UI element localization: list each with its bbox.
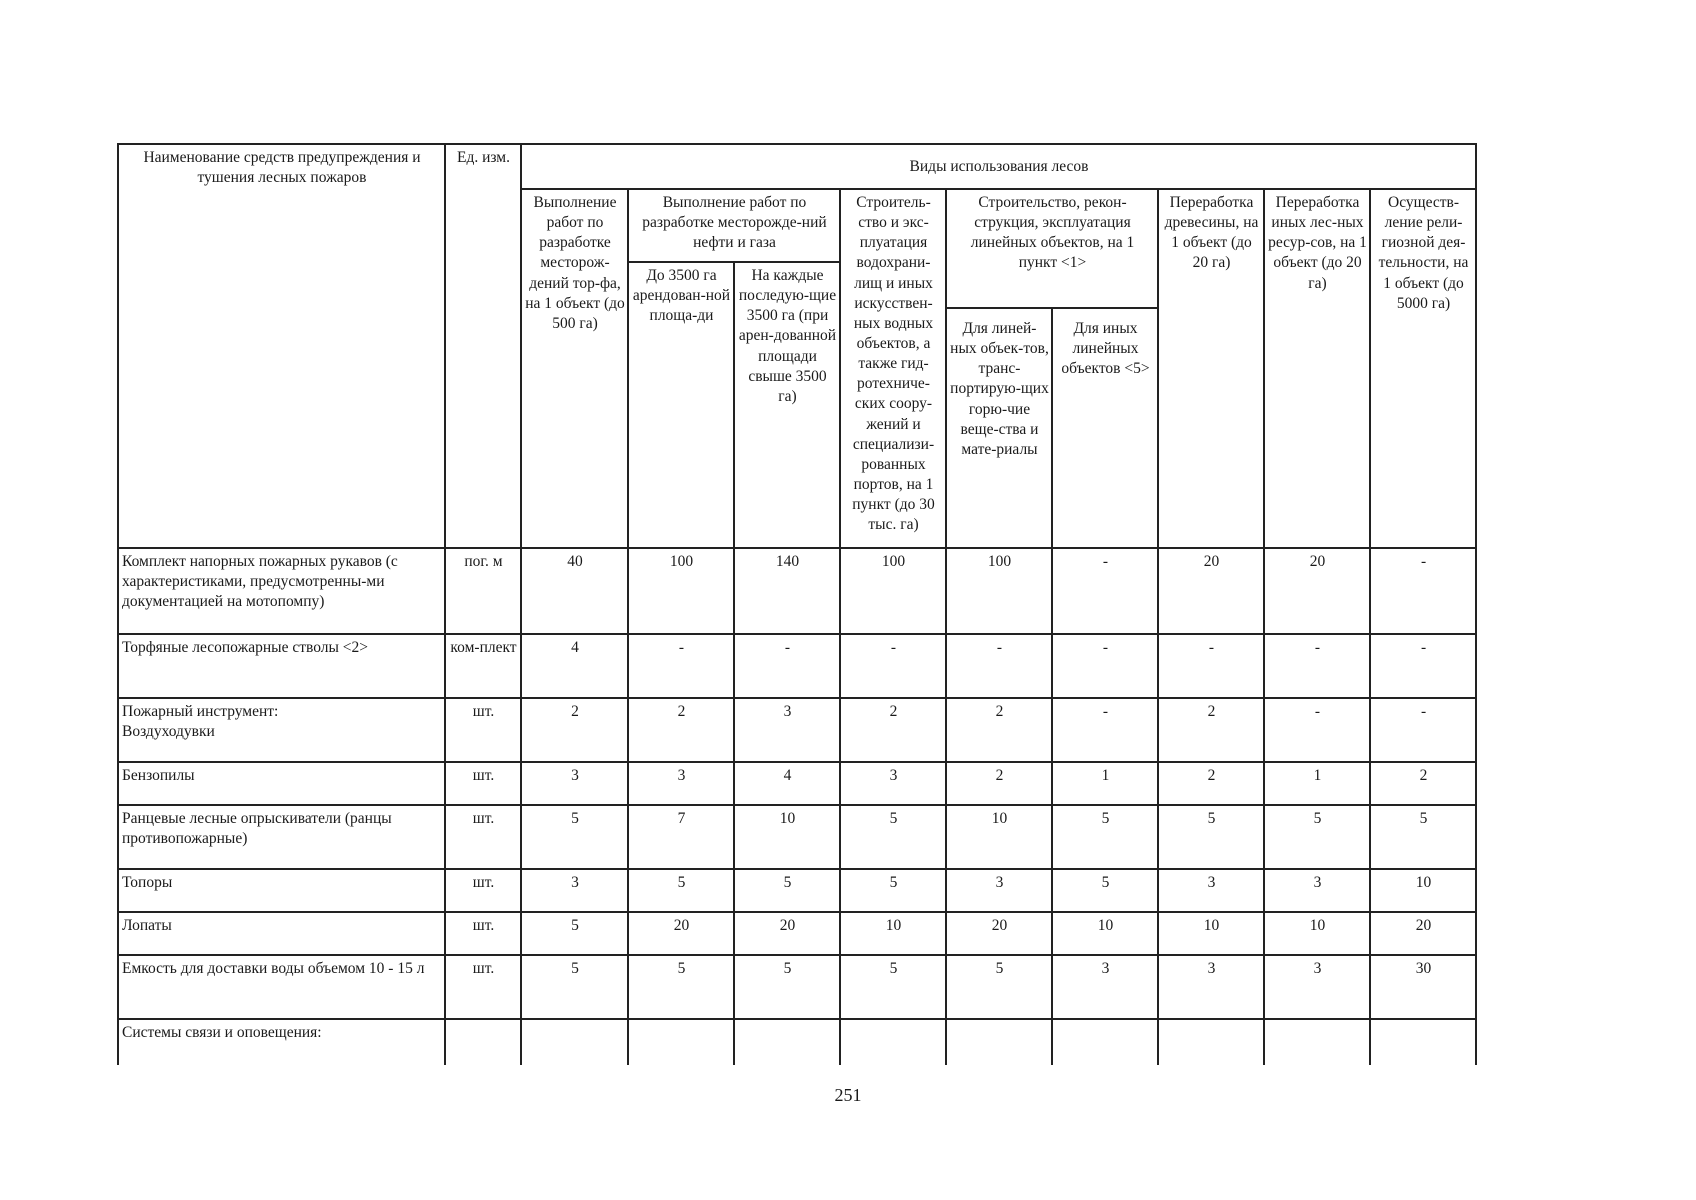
row-value: 5 <box>521 805 628 869</box>
row-value: 20 <box>628 912 734 955</box>
row-name <box>118 869 445 912</box>
row-value: 3 <box>734 698 840 762</box>
row-value: - <box>840 634 946 698</box>
row-value: 10 <box>840 912 946 955</box>
row-value: 100 <box>628 548 734 634</box>
row-value <box>734 1019 840 1065</box>
row-value: - <box>1264 698 1370 762</box>
row-value: 10 <box>1052 912 1158 955</box>
header-oil-gas-up-to-3500: До 3500 га арендован-ной площа-ди <box>628 262 734 548</box>
row-value: 100 <box>840 548 946 634</box>
table-row <box>118 805 1476 869</box>
header-water-objects: Строитель-ство и экс-плуатация водохрани-лищ и иных искусствен-ных водных объектов, а также гид-ротехниче-ских соору-жений и специализи-рованных портов, на 1 пункт (до 30 тыс. га) <box>840 189 946 548</box>
row-value: - <box>1370 548 1476 634</box>
row-value: 4 <box>521 634 628 698</box>
row-value: - <box>734 634 840 698</box>
header-linear-objects: Строительство, рекон-струкция, эксплуатация линейных объектов, на 1 пункт <1> <box>946 189 1158 308</box>
row-value: 3 <box>1052 955 1158 1019</box>
row-unit: шт. <box>445 762 521 805</box>
table-row <box>118 762 1476 805</box>
row-value: - <box>1370 634 1476 698</box>
row-value: - <box>1370 698 1476 762</box>
table-row <box>118 912 1476 955</box>
row-value: 3 <box>521 762 628 805</box>
row-value: 5 <box>1052 869 1158 912</box>
row-name-text: Комплект напорных пожарных рукавов (с характеристиками, предусмотренны-ми документацией на мотопомпу) <box>122 553 398 611</box>
row-value: - <box>1052 634 1158 698</box>
row-value: 2 <box>946 698 1052 762</box>
row-value: 2 <box>1158 698 1264 762</box>
row-value: 2 <box>1158 762 1264 805</box>
row-value: 2 <box>628 698 734 762</box>
row-value: 10 <box>946 805 1052 869</box>
row-value: 5 <box>840 955 946 1019</box>
row-value: 7 <box>628 805 734 869</box>
row-name-text: Ранцевые лесные опрыскиватели (ранцы противопожарные) <box>122 810 392 848</box>
row-value: 3 <box>1158 869 1264 912</box>
row-value <box>628 1019 734 1065</box>
row-value: 2 <box>1370 762 1476 805</box>
row-value: 10 <box>734 805 840 869</box>
row-value: 10 <box>1264 912 1370 955</box>
row-name <box>118 698 445 762</box>
header-name-column: Наименование средств предупреждения и тушения лесных пожаров <box>118 144 445 548</box>
row-name-text: Емкость для доставки воды объемом 10 - 15 л <box>122 960 425 977</box>
header-other-resources: Переработка иных лес-ных ресур-сов, на 1 объект (до 20 га) <box>1264 189 1370 548</box>
row-value: 5 <box>734 955 840 1019</box>
row-value: - <box>628 634 734 698</box>
header-oil-gas-each-next-3500: На каждые последую-щие 3500 га (при арен-дованной площади свыше 3500 га) <box>734 262 840 548</box>
row-value <box>521 1019 628 1065</box>
row-value: 20 <box>1264 548 1370 634</box>
row-value: 5 <box>840 869 946 912</box>
row-name-text: Топоры <box>122 874 173 891</box>
row-value: 3 <box>1158 955 1264 1019</box>
row-value: 3 <box>1264 955 1370 1019</box>
row-name <box>118 634 445 698</box>
header-oil-gas-deposits: Выполнение работ по разработке месторожде-ний нефти и газа <box>628 189 840 262</box>
row-unit: шт. <box>445 805 521 869</box>
header-wood-processing: Переработка древесины, на 1 объект (до 20 га) <box>1158 189 1264 548</box>
header-forest-use-types: Виды использования лесов <box>521 144 1476 189</box>
row-name-text: Системы связи и оповещения: <box>122 1024 322 1041</box>
table-row <box>118 634 1476 698</box>
row-value <box>840 1019 946 1065</box>
row-value <box>1052 1019 1158 1065</box>
row-name-text: Торфяные лесопожарные стволы <2> <box>122 639 368 656</box>
row-value: 20 <box>734 912 840 955</box>
row-name <box>118 1019 445 1065</box>
row-name <box>118 762 445 805</box>
row-value: 1 <box>1264 762 1370 805</box>
row-value: 5 <box>1052 805 1158 869</box>
row-value: 5 <box>521 955 628 1019</box>
row-name-text: Пожарный инструмент: <box>122 703 279 720</box>
row-value: 4 <box>734 762 840 805</box>
table-row <box>118 698 1476 762</box>
row-value: 3 <box>1264 869 1370 912</box>
header-unit-column: Ед. изм. <box>445 144 521 548</box>
row-value: 5 <box>946 955 1052 1019</box>
header-peat-deposits: Выполнение работ по разработке месторож-дений тор-фа, на 1 объект (до 500 га) <box>521 189 628 548</box>
row-value: - <box>1158 634 1264 698</box>
row-unit: шт. <box>445 869 521 912</box>
row-name-subtext: Воздуходувки <box>122 723 215 741</box>
row-value: 5 <box>628 869 734 912</box>
row-value: 40 <box>521 548 628 634</box>
row-unit: ком-плект <box>445 634 521 698</box>
row-value: 5 <box>734 869 840 912</box>
row-value: - <box>946 634 1052 698</box>
row-value: 140 <box>734 548 840 634</box>
row-name <box>118 805 445 869</box>
row-unit: шт. <box>445 698 521 762</box>
header-linear-other: Для иных линейных объектов <5> <box>1052 308 1158 548</box>
table-row <box>118 1019 1476 1065</box>
row-value: 5 <box>628 955 734 1019</box>
row-name-text: Бензопилы <box>122 767 195 784</box>
row-name <box>118 548 445 634</box>
row-name <box>118 955 445 1019</box>
row-unit <box>445 1019 521 1065</box>
row-unit: шт. <box>445 912 521 955</box>
row-name-text: Лопаты <box>122 917 172 934</box>
row-value: 3 <box>946 869 1052 912</box>
row-value: 10 <box>1158 912 1264 955</box>
row-value: 20 <box>1158 548 1264 634</box>
row-value: 3 <box>628 762 734 805</box>
row-value: - <box>1052 548 1158 634</box>
row-value: - <box>1052 698 1158 762</box>
row-unit: шт. <box>445 955 521 1019</box>
row-value: 2 <box>521 698 628 762</box>
page-number: 251 <box>834 1085 862 1105</box>
row-value: 100 <box>946 548 1052 634</box>
row-value: 30 <box>1370 955 1476 1019</box>
row-value: 20 <box>1370 912 1476 955</box>
row-value: 5 <box>521 912 628 955</box>
table-row <box>118 955 1476 1019</box>
row-value: 20 <box>946 912 1052 955</box>
row-unit: пог. м <box>445 548 521 634</box>
forest-fire-equipment-table <box>117 143 1477 1065</box>
header-religious-activity: Осуществ-ление рели-гиозной дея-тельности, на 1 объект (до 5000 га) <box>1370 189 1476 548</box>
row-value <box>946 1019 1052 1065</box>
table-row <box>118 869 1476 912</box>
row-value: 5 <box>1264 805 1370 869</box>
row-value: 5 <box>1370 805 1476 869</box>
header-linear-flammable: Для линей-ных объек-тов, транс-портирую-щих горю-чие веще-ства и мате-риалы <box>946 308 1052 548</box>
row-value: 5 <box>840 805 946 869</box>
row-value <box>1264 1019 1370 1065</box>
row-value: 10 <box>1370 869 1476 912</box>
row-value: - <box>1264 634 1370 698</box>
row-name <box>118 912 445 955</box>
row-value: 3 <box>840 762 946 805</box>
row-value: 3 <box>521 869 628 912</box>
row-value: 2 <box>840 698 946 762</box>
row-value <box>1158 1019 1264 1065</box>
row-value: 5 <box>1158 805 1264 869</box>
row-value: 1 <box>1052 762 1158 805</box>
row-value <box>1370 1019 1476 1065</box>
table-row <box>118 548 1476 634</box>
row-value: 2 <box>946 762 1052 805</box>
